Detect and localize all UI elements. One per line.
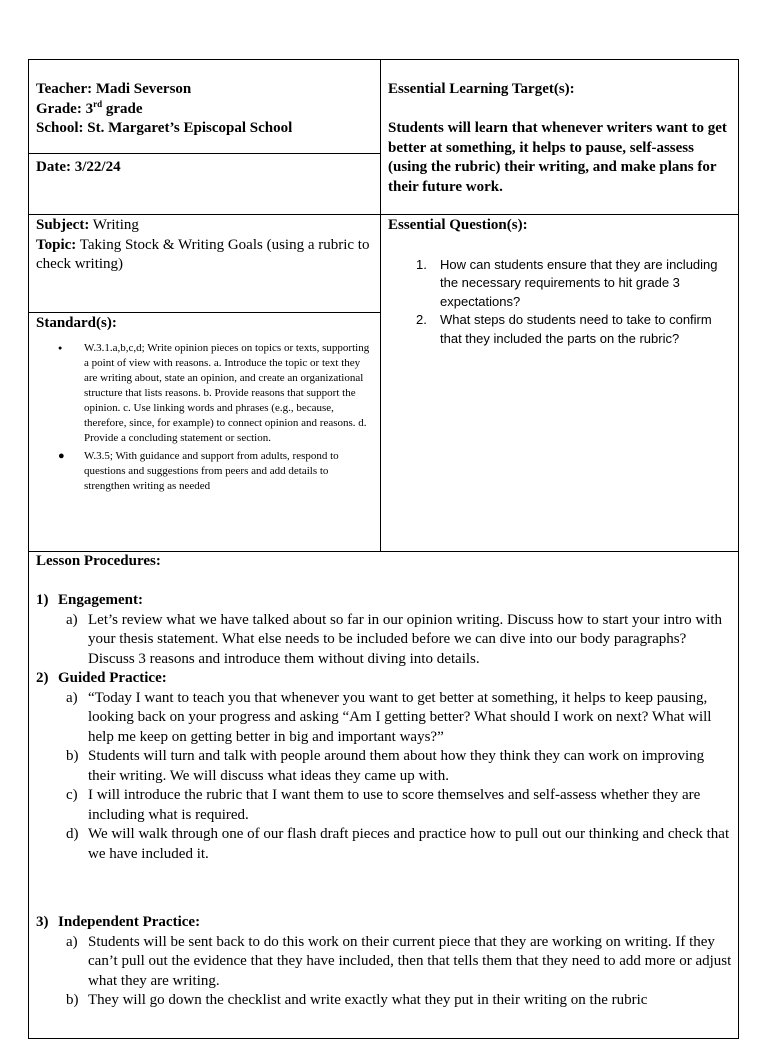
procedures-heading: Lesson Procedures: <box>36 553 161 569</box>
list-item: 1. How can students ensure that they are including the necessary requirements to hit grade 3 expectations? <box>416 256 718 309</box>
essential-questions-heading: Essential Question(s): <box>388 217 528 233</box>
list-item: 2. What steps do students need to take to confirm that they included the parts on the rubric? <box>416 312 712 346</box>
teacher-name: Teacher: Madi Severson <box>36 81 192 97</box>
row-divider-date <box>28 153 380 154</box>
list-item: b) They will go down the checklist and write exactly what they put in their writing on the rubric <box>66 992 648 1008</box>
row-divider-standards <box>28 312 380 313</box>
bullet-icon: ● <box>58 449 65 462</box>
learning-target-heading: Essential Learning Target(s): <box>388 81 575 97</box>
essential-questions <box>388 216 736 348</box>
list-item: c) I will introduce the rubric that I want them to use to score themselves and self-assess whether they are including what is required. <box>66 787 701 823</box>
list-item: b) Students will turn and talk with people around them about how they think they can work on improving their writing. We will discuss what ideas they came up with. <box>66 748 705 784</box>
section-independent-practice: 3) Independent Practice: <box>36 914 201 930</box>
grade-line: Grade: 3rd grade <box>36 98 143 117</box>
date: Date: 3/22/24 <box>36 159 121 175</box>
learning-target <box>388 80 734 197</box>
standards <box>36 314 374 497</box>
subject-line: Subject: Writing <box>36 217 139 233</box>
school-name: School: St. Margaret’s Episcopal School <box>36 120 293 136</box>
column-divider <box>380 59 381 552</box>
section-guided-practice: 2) Guided Practice: <box>36 670 167 686</box>
standards-heading: Standard(s): <box>36 315 117 331</box>
section-engagement: 1) Engagement: <box>36 592 143 608</box>
list-item: a) “Today I want to teach you that whenever you want to get better at something, it helps to keep pausing, looking back on your progress and asking “Am I getting better? What should I work on next? What will help me keep on getting better in big and important ways?” <box>66 689 712 745</box>
subject-topic <box>36 216 374 275</box>
teacher-info <box>36 80 376 139</box>
list-item: ● W.3.5; With guidance and support from adults, respond to questions and suggestions from peers and add details to strengthen writing as needed <box>58 449 339 492</box>
list-item: d) We will walk through one of our flash draft pieces and practice how to pull out our thinking and check that we have included it. <box>66 826 730 862</box>
learning-target-text: Students will learn that whenever writers want to get better at something, it helps to pause, self-assess (using the rubric) their writing, and make plans for their future work. <box>388 120 727 195</box>
row-divider-subject <box>28 214 739 215</box>
list-item: a) Students will be sent back to do this work on their current piece that they are working on writing. If they can’t pull out the evidence that they have included, then that tells them that they need to add more or adjust what they are writing. <box>66 933 732 989</box>
topic-line: Topic: Taking Stock & Writing Goals (using a rubric to check writing) <box>36 236 370 272</box>
list-item: a) Let’s review what we have talked about so far in our opinion writing. Discuss how to start your intro with your thesis statement. What else needs to be included before we can dive into our body paragraphs? Discuss 3 reasons and introduce them without diving into details. <box>66 611 723 667</box>
list-item: ● W.3.1.a,b,c,d; Write opinion pieces on topics or texts, supporting a point of view with reasons. a. Introduce the topic or text they are writing about, state an opinion, and create an organizational structure that lists reasons. b. Provide reasons that support the opinion. c. Use linking words and phrases (e.g., because, therefore, since, for example) to connect opinion and reasons. d. Provide a concluding statement or section. <box>58 341 370 444</box>
lesson-procedures <box>36 552 734 1011</box>
standards-list <box>36 341 374 494</box>
bullet-icon: ● <box>58 343 63 352</box>
essential-questions-list <box>388 256 736 349</box>
